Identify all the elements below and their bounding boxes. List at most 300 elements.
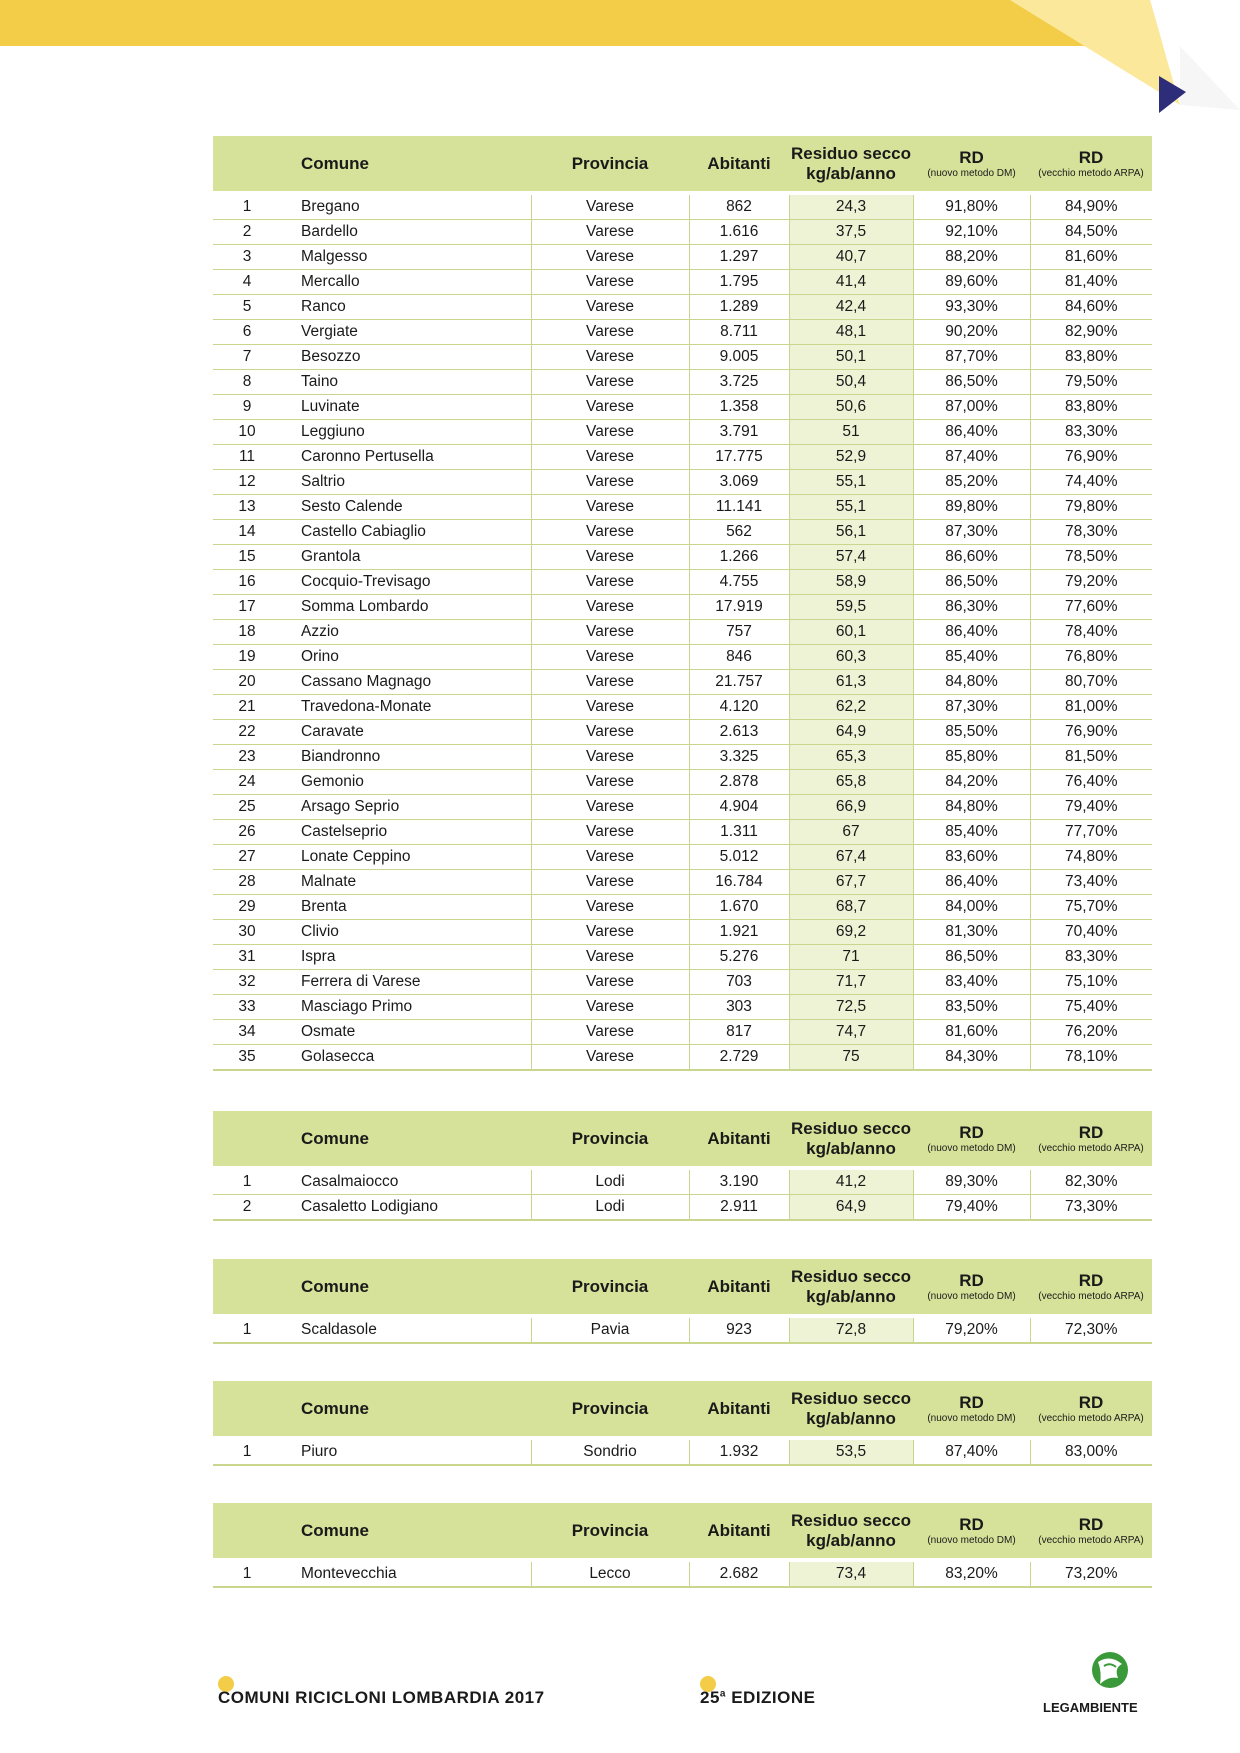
table-header-row [213, 1381, 1152, 1436]
cell-abitanti: 2.878 [689, 770, 789, 795]
cell-abitanti: 1.616 [689, 220, 789, 245]
results-table [213, 1259, 1152, 1344]
cell-rank: 4 [213, 270, 281, 295]
cell-rd-new: 86,60% [913, 545, 1030, 570]
cell-residuo: 72,8 [789, 1318, 913, 1343]
header-provincia: Provincia [531, 1259, 689, 1314]
cell-rank: 21 [213, 695, 281, 720]
header-rd-old: RD (vecchio metodo ARPA) [1030, 1259, 1152, 1314]
cell-comune: Osmate [281, 1020, 531, 1045]
cell-residuo: 51 [789, 420, 913, 445]
footer-title: COMUNI RICICLONI LOMBARDIA 2017 [218, 1688, 545, 1707]
cell-rd-new: 83,50% [913, 995, 1030, 1020]
cell-rd-new: 83,40% [913, 970, 1030, 995]
header-rd-old: RD (vecchio metodo ARPA) [1030, 1111, 1152, 1166]
cell-rd-old: 74,80% [1030, 845, 1152, 870]
cell-rd-new: 86,40% [913, 420, 1030, 445]
cell-residuo: 69,2 [789, 920, 913, 945]
cell-rd-new: 85,80% [913, 745, 1030, 770]
cell-rd-old: 81,50% [1030, 745, 1152, 770]
table-row [213, 595, 1152, 620]
cell-abitanti: 11.141 [689, 495, 789, 520]
cell-comune: Malgesso [281, 245, 531, 270]
results-table [213, 136, 1152, 1071]
cell-rank: 35 [213, 1045, 281, 1071]
header-residuo: Residuo secco kg/ab/anno [789, 136, 913, 191]
cell-rd-new: 84,30% [913, 1045, 1030, 1071]
cell-rd-old: 84,50% [1030, 220, 1152, 245]
cell-rd-new: 85,40% [913, 645, 1030, 670]
arrow-icon [1159, 76, 1187, 114]
header-abitanti: Abitanti [689, 1259, 789, 1314]
cell-abitanti: 4.120 [689, 695, 789, 720]
cell-residuo: 42,4 [789, 295, 913, 320]
cell-comune: Arsago Seprio [281, 795, 531, 820]
cell-residuo: 71 [789, 945, 913, 970]
cell-provincia: Varese [531, 845, 689, 870]
cell-comune: Somma Lombardo [281, 595, 531, 620]
cell-residuo: 48,1 [789, 320, 913, 345]
cell-provincia: Varese [531, 570, 689, 595]
cell-rd-old: 76,90% [1030, 445, 1152, 470]
cell-rd-new: 88,20% [913, 245, 1030, 270]
cell-comune: Masciago Primo [281, 995, 531, 1020]
cell-residuo: 62,2 [789, 695, 913, 720]
table-row [213, 920, 1152, 945]
header-rd-new: RD (nuovo metodo DM) [913, 1381, 1030, 1436]
cell-provincia: Varese [531, 670, 689, 695]
cell-rd-new: 87,00% [913, 395, 1030, 420]
cell-residuo: 24,3 [789, 195, 913, 220]
cell-abitanti: 817 [689, 1020, 789, 1045]
cell-provincia: Varese [531, 995, 689, 1020]
cell-rd-new: 86,50% [913, 945, 1030, 970]
cell-rank: 9 [213, 395, 281, 420]
table-row [213, 745, 1152, 770]
cell-residuo: 61,3 [789, 670, 913, 695]
cell-provincia: Varese [531, 220, 689, 245]
cell-residuo: 64,9 [789, 720, 913, 745]
table-row [213, 195, 1152, 220]
cell-abitanti: 1.670 [689, 895, 789, 920]
cell-rd-old: 75,10% [1030, 970, 1152, 995]
cell-rank: 2 [213, 220, 281, 245]
table-row [213, 520, 1152, 545]
cell-rank: 1 [213, 195, 281, 220]
cell-residuo: 41,4 [789, 270, 913, 295]
cell-abitanti: 862 [689, 195, 789, 220]
cell-rank: 29 [213, 895, 281, 920]
cell-comune: Besozzo [281, 345, 531, 370]
cell-provincia: Varese [531, 295, 689, 320]
cell-rd-old: 73,40% [1030, 870, 1152, 895]
cell-residuo: 40,7 [789, 245, 913, 270]
cell-provincia: Varese [531, 1045, 689, 1071]
table-header-row [213, 1111, 1152, 1166]
cell-comune: Lonate Ceppino [281, 845, 531, 870]
cell-rd-old: 83,80% [1030, 395, 1152, 420]
cell-rank: 2 [213, 1195, 281, 1221]
cell-abitanti: 303 [689, 995, 789, 1020]
header-rd-new: RD (nuovo metodo DM) [913, 1111, 1030, 1166]
table-row [213, 1562, 1152, 1587]
cell-rank: 18 [213, 620, 281, 645]
cell-abitanti: 5.012 [689, 845, 789, 870]
header-provincia: Provincia [531, 1381, 689, 1436]
cell-rank: 5 [213, 295, 281, 320]
cell-rd-new: 91,80% [913, 195, 1030, 220]
table-row [213, 1195, 1152, 1221]
cell-rank: 24 [213, 770, 281, 795]
cell-residuo: 60,3 [789, 645, 913, 670]
cell-rd-new: 89,80% [913, 495, 1030, 520]
cell-residuo: 56,1 [789, 520, 913, 545]
cell-comune: Grantola [281, 545, 531, 570]
cell-provincia: Varese [531, 695, 689, 720]
cell-rank: 7 [213, 345, 281, 370]
cell-rd-new: 85,50% [913, 720, 1030, 745]
cell-rd-new: 85,20% [913, 470, 1030, 495]
cell-comune: Azzio [281, 620, 531, 645]
cell-rd-new: 93,30% [913, 295, 1030, 320]
cell-rank: 10 [213, 420, 281, 445]
cell-residuo: 50,4 [789, 370, 913, 395]
cell-rd-old: 74,40% [1030, 470, 1152, 495]
cell-abitanti: 2.729 [689, 1045, 789, 1071]
cell-rd-new: 89,60% [913, 270, 1030, 295]
cell-rd-old: 73,20% [1030, 1562, 1152, 1587]
cell-rank: 28 [213, 870, 281, 895]
cell-abitanti: 1.795 [689, 270, 789, 295]
cell-residuo: 72,5 [789, 995, 913, 1020]
table-row [213, 470, 1152, 495]
cell-rd-new: 83,60% [913, 845, 1030, 870]
cell-abitanti: 1.311 [689, 820, 789, 845]
cell-residuo: 74,7 [789, 1020, 913, 1045]
cell-rank: 1 [213, 1170, 281, 1195]
cell-rank: 31 [213, 945, 281, 970]
cell-provincia: Varese [531, 1020, 689, 1045]
header-residuo: Residuo secco kg/ab/anno [789, 1503, 913, 1558]
cell-rd-new: 86,30% [913, 595, 1030, 620]
cell-abitanti: 9.005 [689, 345, 789, 370]
cell-residuo: 58,9 [789, 570, 913, 595]
cell-provincia: Varese [531, 945, 689, 970]
cell-residuo: 57,4 [789, 545, 913, 570]
header-residuo: Residuo secco kg/ab/anno [789, 1259, 913, 1314]
cell-rd-old: 83,00% [1030, 1440, 1152, 1465]
header-rank [213, 136, 281, 191]
cell-abitanti: 3.069 [689, 470, 789, 495]
cell-comune: Gemonio [281, 770, 531, 795]
header-comune: Comune [281, 1111, 531, 1166]
cell-rd-old: 80,70% [1030, 670, 1152, 695]
cell-provincia: Lecco [531, 1562, 689, 1587]
cell-residuo: 50,6 [789, 395, 913, 420]
cell-residuo: 65,8 [789, 770, 913, 795]
cell-comune: Ferrera di Varese [281, 970, 531, 995]
cell-comune: Luvinate [281, 395, 531, 420]
cell-rank: 34 [213, 1020, 281, 1045]
cell-rd-new: 81,60% [913, 1020, 1030, 1045]
cell-residuo: 65,3 [789, 745, 913, 770]
cell-provincia: Varese [531, 420, 689, 445]
cell-residuo: 53,5 [789, 1440, 913, 1465]
cell-comune: Brenta [281, 895, 531, 920]
table-row [213, 995, 1152, 1020]
cell-residuo: 37,5 [789, 220, 913, 245]
table-row [213, 895, 1152, 920]
cell-rd-old: 77,70% [1030, 820, 1152, 845]
cell-residuo: 59,5 [789, 595, 913, 620]
cell-comune: Travedona-Monate [281, 695, 531, 720]
cell-provincia: Varese [531, 520, 689, 545]
cell-residuo: 66,9 [789, 795, 913, 820]
header-comune: Comune [281, 1381, 531, 1436]
header-residuo: Residuo secco kg/ab/anno [789, 1381, 913, 1436]
cell-abitanti: 3.190 [689, 1170, 789, 1195]
cell-abitanti: 3.725 [689, 370, 789, 395]
table-row [213, 220, 1152, 245]
cell-provincia: Varese [531, 720, 689, 745]
table-header-row [213, 1503, 1152, 1558]
cell-residuo: 67,4 [789, 845, 913, 870]
cell-rd-new: 86,50% [913, 370, 1030, 395]
table-row [213, 970, 1152, 995]
cell-comune: Sesto Calende [281, 495, 531, 520]
cell-rank: 12 [213, 470, 281, 495]
cell-rank: 1 [213, 1440, 281, 1465]
table-row [213, 945, 1152, 970]
cell-comune: Bardello [281, 220, 531, 245]
table-row [213, 1020, 1152, 1045]
cell-provincia: Pavia [531, 1318, 689, 1343]
cell-rd-new: 81,30% [913, 920, 1030, 945]
cell-residuo: 41,2 [789, 1170, 913, 1195]
results-table [213, 1381, 1152, 1466]
header-comune: Comune [281, 1503, 531, 1558]
cell-rank: 13 [213, 495, 281, 520]
cell-rd-old: 78,10% [1030, 1045, 1152, 1071]
cell-provincia: Varese [531, 245, 689, 270]
cell-abitanti: 8.711 [689, 320, 789, 345]
cell-comune: Bregano [281, 195, 531, 220]
cell-residuo: 71,7 [789, 970, 913, 995]
cell-provincia: Varese [531, 770, 689, 795]
cell-rd-old: 81,00% [1030, 695, 1152, 720]
cell-provincia: Varese [531, 370, 689, 395]
cell-provincia: Varese [531, 495, 689, 520]
cell-rd-old: 81,40% [1030, 270, 1152, 295]
cell-rd-old: 79,40% [1030, 795, 1152, 820]
cell-rd-old: 77,60% [1030, 595, 1152, 620]
table-row [213, 320, 1152, 345]
table-row [213, 1318, 1152, 1343]
header-abitanti: Abitanti [689, 1111, 789, 1166]
table-row [213, 295, 1152, 320]
cell-residuo: 60,1 [789, 620, 913, 645]
cell-rd-old: 81,60% [1030, 245, 1152, 270]
cell-rd-new: 84,80% [913, 795, 1030, 820]
cell-residuo: 75 [789, 1045, 913, 1071]
cell-residuo: 68,7 [789, 895, 913, 920]
cell-abitanti: 3.791 [689, 420, 789, 445]
cell-rank: 26 [213, 820, 281, 845]
cell-rd-old: 76,90% [1030, 720, 1152, 745]
cell-rank: 15 [213, 545, 281, 570]
cell-rd-new: 86,40% [913, 620, 1030, 645]
table-row [213, 845, 1152, 870]
cell-provincia: Varese [531, 395, 689, 420]
table-row [213, 545, 1152, 570]
cell-comune: Caronno Pertusella [281, 445, 531, 470]
cell-provincia: Varese [531, 270, 689, 295]
cell-residuo: 55,1 [789, 495, 913, 520]
header-rank [213, 1111, 281, 1166]
cell-rd-old: 76,40% [1030, 770, 1152, 795]
cell-abitanti: 1.289 [689, 295, 789, 320]
cell-provincia: Varese [531, 345, 689, 370]
cell-rd-old: 76,20% [1030, 1020, 1152, 1045]
cell-abitanti: 703 [689, 970, 789, 995]
cell-comune: Casaletto Lodigiano [281, 1195, 531, 1221]
cell-rd-old: 79,20% [1030, 570, 1152, 595]
cell-rank: 19 [213, 645, 281, 670]
cell-provincia: Varese [531, 620, 689, 645]
cell-rd-old: 78,30% [1030, 520, 1152, 545]
cell-abitanti: 3.325 [689, 745, 789, 770]
legambiente-logo [1070, 1648, 1150, 1728]
cell-rd-new: 86,40% [913, 870, 1030, 895]
cell-rank: 6 [213, 320, 281, 345]
cell-rank: 23 [213, 745, 281, 770]
header-provincia: Provincia [531, 1111, 689, 1166]
cell-comune: Piuro [281, 1440, 531, 1465]
header-comune: Comune [281, 1259, 531, 1314]
cell-rd-new: 79,20% [913, 1318, 1030, 1343]
table-row [213, 670, 1152, 695]
header-rd-old: RD (vecchio metodo ARPA) [1030, 1503, 1152, 1558]
cell-abitanti: 17.775 [689, 445, 789, 470]
page-curl-decoration [940, 0, 1240, 120]
cell-provincia: Varese [531, 195, 689, 220]
cell-comune: Castelseprio [281, 820, 531, 845]
cell-provincia: Varese [531, 545, 689, 570]
cell-rd-new: 84,00% [913, 895, 1030, 920]
cell-rd-new: 87,30% [913, 695, 1030, 720]
cell-provincia: Varese [531, 470, 689, 495]
cell-rd-new: 87,30% [913, 520, 1030, 545]
cell-rank: 17 [213, 595, 281, 620]
cell-rd-old: 73,30% [1030, 1195, 1152, 1221]
header-rank [213, 1503, 281, 1558]
results-table [213, 1111, 1152, 1221]
cell-abitanti: 2.682 [689, 1562, 789, 1587]
cell-comune: Scaldasole [281, 1318, 531, 1343]
table-row [213, 1045, 1152, 1071]
cell-residuo: 67,7 [789, 870, 913, 895]
cell-abitanti: 5.276 [689, 945, 789, 970]
header-abitanti: Abitanti [689, 1381, 789, 1436]
cell-provincia: Varese [531, 895, 689, 920]
cell-rd-old: 75,40% [1030, 995, 1152, 1020]
cell-provincia: Varese [531, 320, 689, 345]
table-row [213, 720, 1152, 745]
table-row [213, 620, 1152, 645]
table-row [213, 420, 1152, 445]
cell-rd-old: 82,30% [1030, 1170, 1152, 1195]
header-rd-old: RD (vecchio metodo ARPA) [1030, 136, 1152, 191]
cell-provincia: Varese [531, 745, 689, 770]
cell-rank: 20 [213, 670, 281, 695]
cell-rd-old: 70,40% [1030, 920, 1152, 945]
cell-rank: 27 [213, 845, 281, 870]
cell-rd-old: 82,90% [1030, 320, 1152, 345]
cell-provincia: Varese [531, 795, 689, 820]
cell-comune: Ispra [281, 945, 531, 970]
table-row [213, 820, 1152, 845]
header-provincia: Provincia [531, 1503, 689, 1558]
table-header-row [213, 136, 1152, 191]
brand-name: LEGAMBIENTE [1043, 1700, 1138, 1715]
table-row [213, 270, 1152, 295]
table-row [213, 245, 1152, 270]
header-rd-new: RD (nuovo metodo DM) [913, 1503, 1030, 1558]
cell-abitanti: 562 [689, 520, 789, 545]
cell-comune: Clivio [281, 920, 531, 945]
cell-rd-old: 84,90% [1030, 195, 1152, 220]
cell-comune: Castello Cabiaglio [281, 520, 531, 545]
cell-provincia: Varese [531, 870, 689, 895]
header-abitanti: Abitanti [689, 136, 789, 191]
table-row [213, 645, 1152, 670]
table-row [213, 370, 1152, 395]
cell-abitanti: 1.266 [689, 545, 789, 570]
header-rank [213, 1259, 281, 1314]
cell-rd-new: 87,40% [913, 1440, 1030, 1465]
cell-abitanti: 846 [689, 645, 789, 670]
header-rd-new: RD (nuovo metodo DM) [913, 1259, 1030, 1314]
header-provincia: Provincia [531, 136, 689, 191]
cell-rd-old: 76,80% [1030, 645, 1152, 670]
header-comune: Comune [281, 136, 531, 191]
header-rank [213, 1381, 281, 1436]
cell-residuo: 50,1 [789, 345, 913, 370]
cell-abitanti: 1.932 [689, 1440, 789, 1465]
cell-abitanti: 21.757 [689, 670, 789, 695]
table-row [213, 870, 1152, 895]
table-row [213, 495, 1152, 520]
cell-rank: 11 [213, 445, 281, 470]
cell-rank: 8 [213, 370, 281, 395]
cell-rd-new: 79,40% [913, 1195, 1030, 1221]
cell-rd-new: 84,80% [913, 670, 1030, 695]
cell-abitanti: 4.904 [689, 795, 789, 820]
cell-rd-new: 87,40% [913, 445, 1030, 470]
cell-rank: 3 [213, 245, 281, 270]
cell-comune: Caravate [281, 720, 531, 745]
cell-comune: Ranco [281, 295, 531, 320]
cell-rd-old: 83,30% [1030, 945, 1152, 970]
cell-comune: Taino [281, 370, 531, 395]
cell-residuo: 64,9 [789, 1195, 913, 1221]
cell-rd-old: 78,40% [1030, 620, 1152, 645]
cell-comune: Montevecchia [281, 1562, 531, 1587]
table-row [213, 570, 1152, 595]
cell-provincia: Varese [531, 820, 689, 845]
cell-abitanti: 757 [689, 620, 789, 645]
cell-provincia: Lodi [531, 1170, 689, 1195]
